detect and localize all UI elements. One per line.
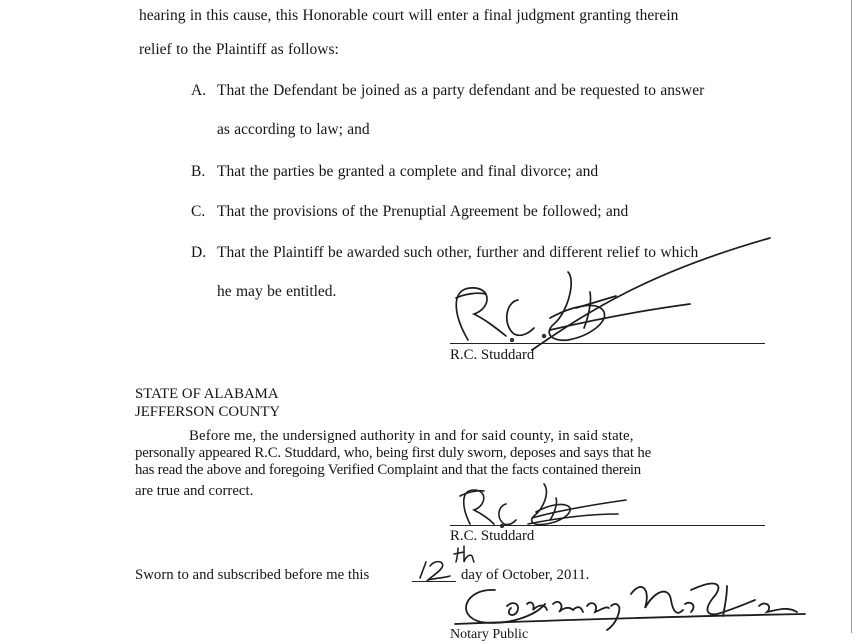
relief-item-c-line-1: That the provisions of the Prenuptial Agreement be followed; and xyxy=(217,203,629,220)
signature-line-2 xyxy=(450,525,765,526)
relief-item-d-letter: D. xyxy=(191,244,207,261)
verification-line-3: has read the above and foregoing Verified Complaint and that the facts contained therein xyxy=(135,462,641,478)
relief-item-b-letter: B. xyxy=(191,163,206,180)
relief-item-d-line-1: That the Plaintiff be awarded such other, further and different relief to which xyxy=(217,244,699,261)
verification-line-2: personally appeared R.C. Studdard, who, being first duly sworn, deposes and says that he xyxy=(135,445,652,461)
relief-item-a-letter: A. xyxy=(191,82,207,99)
sworn-day-handwritten xyxy=(416,556,452,587)
relief-item-c-letter: C. xyxy=(191,203,206,220)
intro-line-2: relief to the Plaintiff as follows: xyxy=(139,41,339,58)
signer-name-1: R.C. Studdard xyxy=(450,347,535,363)
verification-line-1: Before me, the undersigned authority in and for said county, in said state, xyxy=(189,428,634,444)
signer-name-2: R.C. Studdard xyxy=(450,528,535,544)
page-edge-rule xyxy=(851,0,852,633)
venue-state: STATE OF ALABAMA xyxy=(135,386,279,402)
notary-label: Notary Public xyxy=(450,627,529,642)
intro-line-1: hearing in this cause, this Honorable court will enter a final judgment granting therein xyxy=(139,7,679,24)
relief-item-a-line-2: as according to law; and xyxy=(217,121,370,138)
signature-line-1 xyxy=(450,343,765,344)
relief-item-b-line-1: That the parties be granted a complete and final divorce; and xyxy=(217,163,599,180)
venue-county: JEFFERSON COUNTY xyxy=(135,404,281,420)
relief-item-a-line-1: That the Defendant be joined as a party defendant and be requested to answer xyxy=(217,82,705,99)
sworn-rest: day of October, 2011. xyxy=(461,567,590,583)
relief-item-d-line-2: he may be entitled. xyxy=(217,283,337,300)
verification-line-4: are true and correct. xyxy=(135,483,254,499)
sworn-prefix: Sworn to and subscribed before me this xyxy=(135,567,370,583)
